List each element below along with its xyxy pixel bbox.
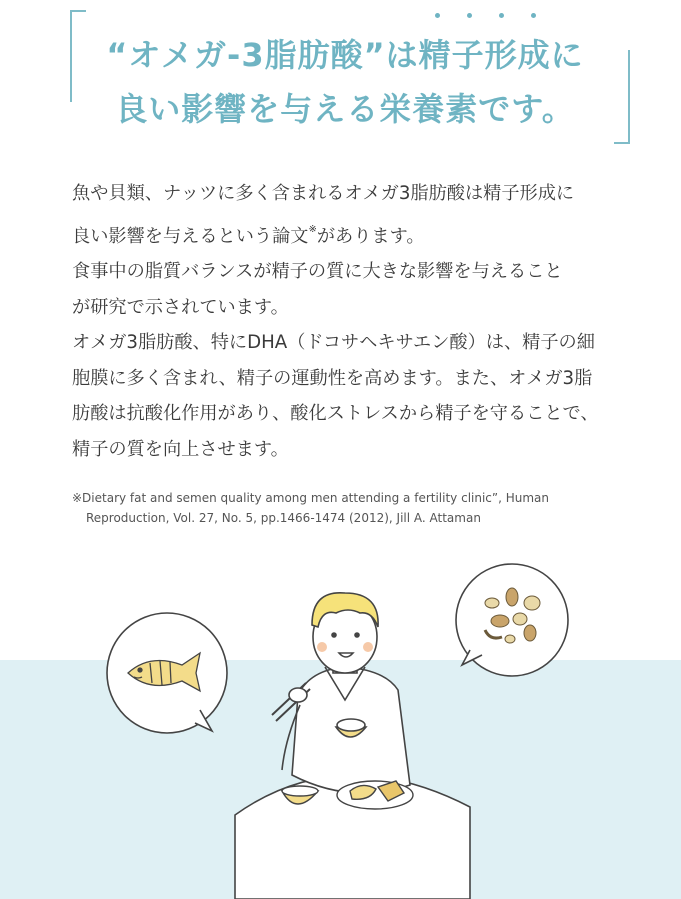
body-line: オメガ3脂肪酸、特にDHA（ドコサヘキサエン酸）は、精子の細 [72, 332, 595, 353]
body-line-part: 良い影響を与えるという論文 [72, 225, 309, 247]
bracket-top-left [70, 10, 86, 102]
nuts-bubble [456, 564, 568, 676]
man-eating-illustration [0, 555, 681, 899]
body-line: 胞膜に多く含まれ、精子の運動性を高めます。また、オメガ3脂 [72, 367, 593, 389]
reference-note [72, 488, 632, 528]
body-line: 肪酸は抗酸化作用があり、酸化ストレスから精子を守ることで、 [72, 403, 599, 424]
headline-line-1: “オメガ-3脂肪酸”は精子形成に [106, 36, 584, 74]
body-line-part: があります。 [316, 225, 425, 247]
body-line [72, 212, 642, 255]
bracket-bottom-right [614, 50, 630, 144]
body-line: 食事中の脂質バランスが精子の質に大きな影響を与えること [72, 261, 563, 282]
note-line: Reproduction, Vol. 27, No. 5, pp.1466-1474 (2012), Jill A. Attaman [86, 511, 481, 525]
body-text [72, 176, 642, 467]
note-line: ※Dietary fat and semen quality among men attending a fertility clinic”, Human [72, 491, 550, 505]
man [272, 593, 410, 793]
footnote-mark: ※ [308, 223, 317, 235]
body-line: 魚や貝類、ナッツに多く含まれるオメガ3脂肪酸は精子形成に [72, 183, 575, 204]
body-line: が研究で示されています。 [72, 296, 289, 318]
emphasis-dots [425, 13, 555, 21]
body-line: 精子の質を向上させます。 [72, 438, 289, 460]
headline-line-2: 良い影響を与える栄養素です。 [115, 90, 575, 128]
